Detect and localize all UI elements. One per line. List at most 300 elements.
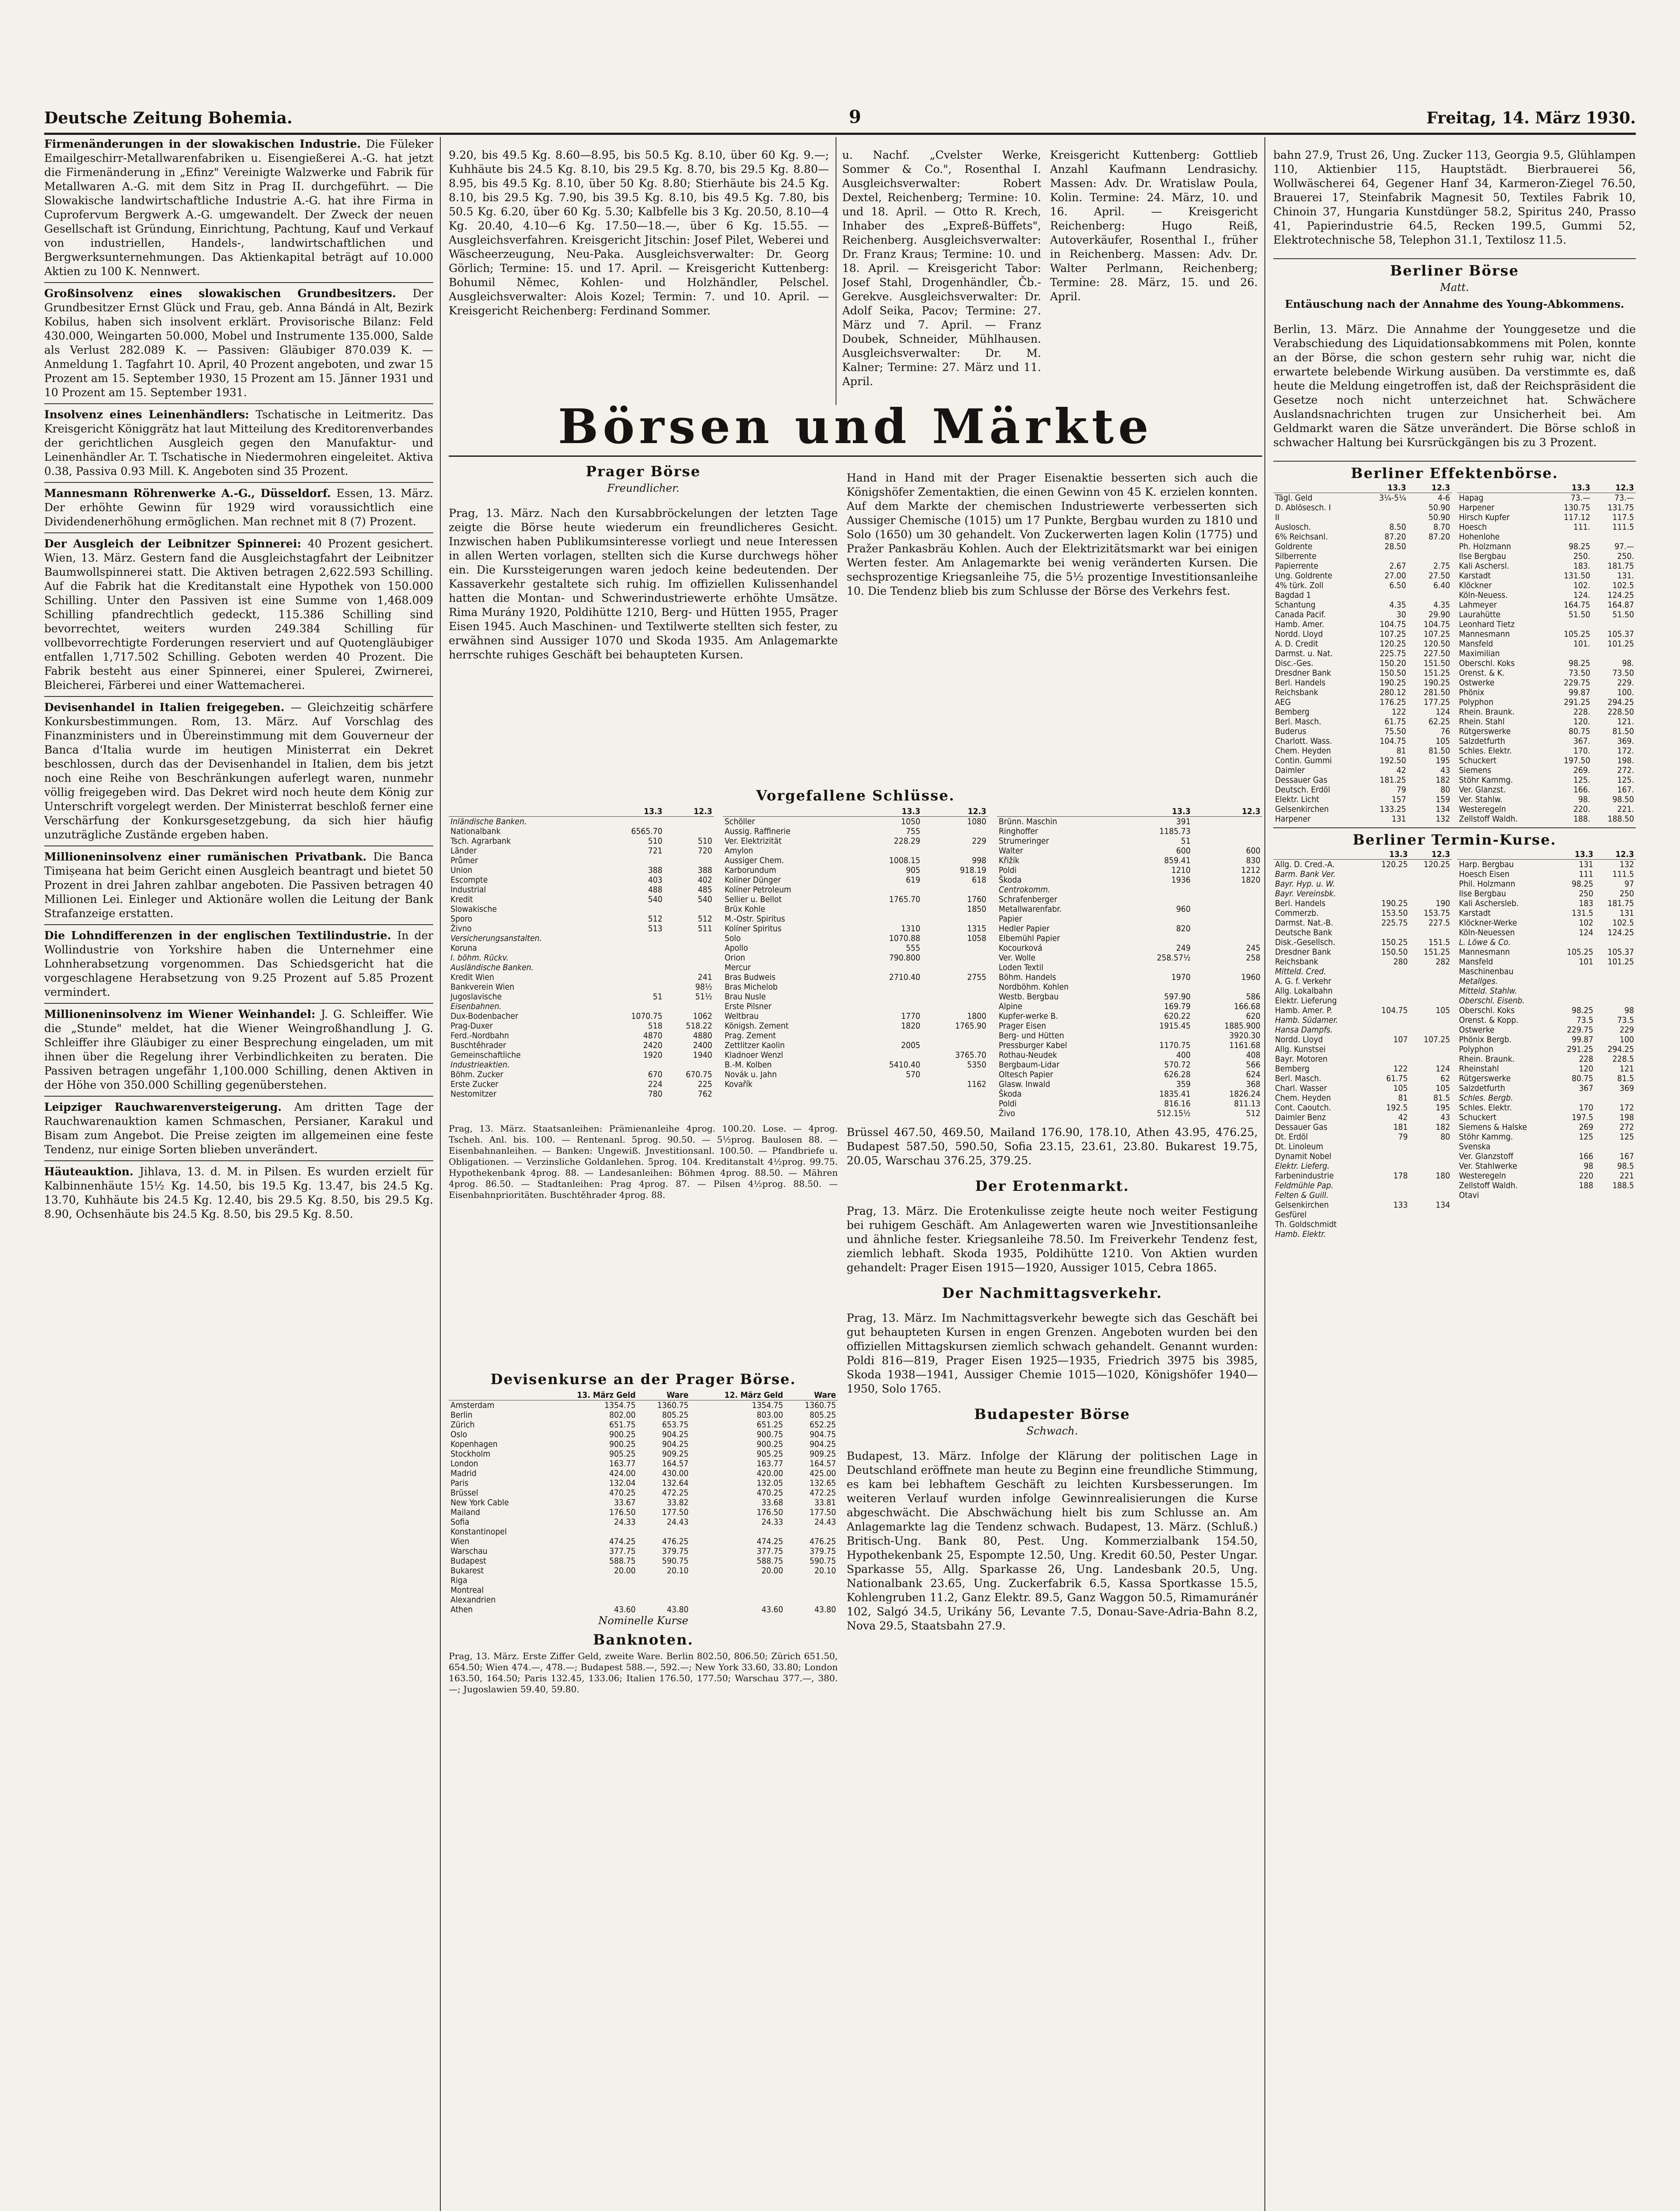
table-row (723, 856, 988, 865)
security-name: Alpine (999, 1002, 1023, 1011)
security-name: Auslosch. (1275, 522, 1311, 532)
quote-value: 107 (1393, 1035, 1408, 1044)
quote-value (856, 885, 922, 895)
table-row (449, 1410, 838, 1420)
security-name: Kolíner Dünger (725, 875, 781, 885)
table-row (1457, 668, 1636, 678)
table-row (1273, 629, 1452, 639)
quote-value (607, 1002, 664, 1011)
security-name: Salzdetfurth (1459, 736, 1505, 746)
quote-value: 294.25 (1607, 697, 1634, 707)
quote-value (664, 1060, 714, 1070)
quote-value: 117.12 (1564, 513, 1590, 522)
quote-value (922, 885, 988, 895)
quote-value: 228 (1579, 1054, 1593, 1064)
security-name: Ausländische Banken. (451, 963, 534, 972)
security-name: Berl. Handels (1275, 678, 1326, 688)
quote-value: 197.50 (1564, 756, 1590, 765)
quote-value: 721 (648, 846, 663, 856)
table-row (1457, 1171, 1636, 1181)
table-row (997, 992, 1262, 1002)
quote-value: 400 (1176, 1050, 1191, 1060)
quote-value: 81.5 (1433, 1093, 1450, 1103)
quote-value (1595, 986, 1636, 996)
quote-value: 176.50 (756, 1507, 783, 1517)
column-5-top-text: bahn 27.9, Trust 26, Ung. Zucker 113, Georgia 9.5, Glühlampen 110, Aktienbier 115, Hauptstädt. Bierbrauerei 56, Wollwäscherei 64, Gegener Hanf 34, Karmeron-Ziegel 76.50, Brauerei 17, Steinfabrik Magnesit 50, Textiles Fabrik 10, Chinoin 37, Hungaria Kunstdünger 58.2, Spiritus 240, Prasso 41, Papierindustrie 64.5, Recken 199.5, Gummi 52, Elektrotechnische 58, Telephon 31.1, Textilosz 11.5. (1273, 149, 1636, 246)
security-name: Berg- und Hütten (999, 1031, 1064, 1040)
quote-value: 172. (1617, 746, 1634, 756)
quote-value (664, 856, 714, 865)
table-row (449, 885, 714, 895)
quote-value: 111.5 (1612, 869, 1634, 879)
quote-value: 1315 (967, 924, 986, 933)
quote-value: 4.35 (1389, 600, 1406, 610)
quote-value (1367, 967, 1410, 976)
quote-value: 1058 (967, 933, 986, 943)
quote-value: 105 (1436, 736, 1450, 746)
quote-value: 1960 (1241, 972, 1260, 982)
table-row (997, 904, 1262, 914)
quote-value: 250 (1619, 889, 1634, 899)
quote-value: 570 (906, 1070, 920, 1079)
security-name: Živo (999, 1109, 1016, 1118)
security-name: Nationalbank (451, 826, 501, 836)
quote-value: 720 (698, 846, 712, 856)
security-name: Bayr. Vereinsbk. (1275, 889, 1336, 899)
table-row (1273, 1054, 1452, 1064)
quote-value: 104.75 (1424, 620, 1450, 629)
quote-value: 359 (1176, 1079, 1191, 1089)
table-row (1457, 967, 1636, 976)
table-row (723, 933, 988, 943)
quote-value (856, 963, 922, 972)
quote-value: 132.05 (756, 1478, 783, 1488)
table-row (723, 1060, 988, 1070)
table-row (1457, 707, 1636, 717)
quote-value: 166.68 (1234, 1002, 1260, 1011)
quote-value: 620 (1246, 1011, 1260, 1021)
table-row (1457, 736, 1636, 746)
quote-value: 42 (1398, 1113, 1408, 1122)
quote-value (785, 1595, 838, 1605)
quote-value: 904.25 (662, 1430, 689, 1439)
security-name: Schrafenberger (999, 895, 1058, 904)
security-name: AEG (1275, 697, 1291, 707)
table-row (1457, 1161, 1636, 1171)
table-row (997, 1089, 1262, 1099)
security-name: M.-Ostr. Spiritus (725, 914, 785, 924)
quote-value (638, 1527, 691, 1537)
quote-value (1592, 649, 1636, 658)
security-name: Chem. Heyden (1275, 1093, 1331, 1103)
quote-value: 590.75 (809, 1556, 836, 1566)
quote-value: 3¼-5¼ (1379, 493, 1406, 503)
quote-value (1367, 1142, 1410, 1151)
quote-value (1409, 879, 1452, 889)
quote-value (1192, 914, 1262, 924)
quote-value: 588.75 (756, 1556, 783, 1566)
table-row (723, 1021, 988, 1031)
quote-value: 820 (1176, 924, 1191, 933)
quote-value (1367, 1151, 1410, 1161)
security-name: Otavi (1459, 1190, 1479, 1200)
quote-value: 272 (1619, 1122, 1634, 1132)
quote-value: 107.25 (1379, 629, 1406, 639)
quote-value (1595, 996, 1636, 1006)
table-row (1457, 746, 1636, 756)
quote-value: 280.12 (1379, 688, 1406, 697)
table-row (1457, 814, 1636, 824)
security-name: New York Cable (451, 1498, 509, 1507)
article-separator (44, 924, 433, 925)
security-name: Karborundum (725, 865, 776, 875)
security-name: A. D. Credit (1275, 639, 1318, 649)
security-name: Hamb. Amer. (1275, 620, 1325, 629)
table-row (1457, 1190, 1636, 1200)
quote-value: 81.5 (1617, 1074, 1634, 1083)
quote-value: 150.50 (1381, 947, 1408, 957)
quote-value: 75.50 (1384, 727, 1406, 736)
security-name: Sporo (451, 914, 473, 924)
table-row (1457, 629, 1636, 639)
quote-value: 229.75 (1567, 1025, 1593, 1035)
quote-value (856, 1002, 922, 1011)
budapest-title: Budapester Börse (974, 1406, 1130, 1423)
table-row (449, 826, 714, 836)
quote-value (1126, 895, 1192, 904)
quote-value: 803.00 (756, 1410, 783, 1420)
quote-value: 131.75 (1607, 503, 1634, 513)
security-name: Leonhard Tietz (1459, 620, 1515, 629)
quote-value: 1354.75 (604, 1400, 636, 1410)
quote-value (922, 1031, 988, 1040)
table-row (1273, 879, 1452, 889)
quote-value: 570.72 (1164, 1060, 1191, 1070)
security-name: Darmst. Nat.-B. (1275, 918, 1333, 928)
quote-value: 805.25 (662, 1410, 689, 1420)
quote-value: 177.50 (662, 1507, 689, 1517)
ertrag-text: Prag, 13. März. Die Erotenkulisse zeigte heute noch weiter Festigung bei ruhigem Geschäft. Am Anlagewerten waren wie Jnvestitionsanleihe und ähnliche fester. Kriegsanleihe 78.50. Im Freiverkehr Tendenz fest, ziemlich lebhaft. Skoda 1935, Poldihütte 1210. Von Aktien wurden gehandelt: Prager Eisen 1915—1920, Aussiger 1015, Cebra 1865. (847, 1205, 1258, 1274)
article-body: Tschatische in Leitmeritz. Das Kreisgericht Königgrätz hat laut Mitteilung des Kreditorenverbandes der gerichtlichen Ausgleich gegen den Manufaktur- und Leinenhändler Ar. T. Tschatische in Niedermohren eingeleitet. Aktiva 0.38, Passiva 0.93 Mill. K. Angeboten sind 35 Prozent. (44, 408, 433, 478)
article-body: In der Wollindustrie von Yorkshire haben die Unternehmer eine Lohnherabsetzung vorgenommen. Das Schiedsgericht hat die vorgeschlagene Herabsetzung von 9.25 Prozent auf 5.85 Prozent vermindert. (44, 929, 433, 998)
table-row (1273, 649, 1452, 658)
table-row (1457, 649, 1636, 658)
table-row (1273, 918, 1452, 928)
security-name: L. Löwe & Co. (1459, 937, 1511, 947)
quote-value: 229. (1617, 678, 1634, 688)
security-name: Ver. Glanzstoff (1459, 1151, 1513, 1161)
quote-value: 1770 (901, 1011, 920, 1021)
quote-value: 167. (1617, 785, 1634, 795)
quote-value (607, 933, 664, 943)
quote-value (1192, 924, 1262, 933)
article-headline: Der Ausgleich der Leibnitzer Spinnerei: (44, 537, 308, 550)
security-name: Kupfer-werke B. (999, 1011, 1058, 1021)
table-row (1273, 899, 1452, 908)
table-row (449, 836, 714, 846)
security-name: Stockholm (451, 1449, 490, 1459)
quote-value (922, 914, 988, 924)
table-row (997, 1031, 1262, 1040)
quote-value: 403 (648, 875, 663, 885)
quote-value: 1080 (967, 817, 986, 826)
article-separator (44, 282, 433, 283)
security-name: Kali Aschersl. (1459, 561, 1509, 571)
table-row (1457, 1064, 1636, 1074)
quote-value: 43.80 (667, 1605, 689, 1614)
security-name: Ung. Goldrente (1275, 571, 1333, 581)
quote-value: 540 (648, 895, 663, 904)
quote-value (1367, 1044, 1410, 1054)
security-name: Inländische Banken. (451, 817, 527, 826)
quote-value (1409, 1151, 1452, 1161)
table-row (1273, 814, 1452, 824)
quote-value: 670 (648, 1070, 663, 1079)
quote-value: 272. (1617, 765, 1634, 775)
quote-value: 164.57 (662, 1459, 689, 1469)
column-2-top (449, 137, 829, 396)
quote-value: 900.25 (609, 1430, 636, 1439)
security-name: Riga (451, 1576, 467, 1585)
table-header (1457, 483, 1548, 493)
quote-value: 241 (698, 972, 712, 982)
quote-value: 626.28 (1164, 1070, 1191, 1079)
security-name: Köln-Neuess. (1459, 590, 1508, 600)
table-row (997, 836, 1262, 846)
quote-value: 20.10 (667, 1566, 689, 1576)
quote-value: 81.50 (1428, 746, 1450, 756)
quote-value: 488 (648, 885, 663, 895)
table-header: 12.3 (1192, 807, 1262, 817)
security-name: Berl. Masch. (1275, 1074, 1321, 1083)
column-2-text: 9.20, bis 49.5 Kg. 8.60—8.95, bis 50.5 Kg. 8.10, über 60 Kg. 9.—; Kuhhäute bis 24.5 Kg. 8.10, bis 29.5 Kg. 8.70, bis 29.5 Kg. 8.80—8.95, bis 49.5 Kg. 8.10, über 50 Kg. 8.80; Stierhäute bis 24.5 Kg. 8.10, bis 29.5 Kg. 7.90, bis 39.5 Kg. 8.10, bis 49.5 Kg. 7.80, bis 50.5 Kg. 6.20, über 60 Kg. 5.30; Kalbfelle bis 3 Kg. 20.50, 8.10—4 Kg. 20.40, 4.10—6 Kg. 17.50—18.—, über 6 Kg. 15.55. — Ausgleichsverfahren. Kreisgericht Jitschin: Josef Pilet, Weberei und Wäscheerzeugung, Neu-Paka. Ausgleichsverwalter: Dr. Georg Görlich; Termine: 15. und 17. April. — Kreisgericht Kuttenberg: Bohumil Němec, Kohlen- und Holzhändler, Pelschel. Ausgleichsverwalter: Alois Kozel; Termin: 7. und 10. April. — Kreisgericht Reichenberg: Ferdinand Sommer. (449, 149, 829, 317)
table-row (1273, 707, 1452, 717)
table-row (449, 1576, 838, 1585)
quote-value: 183 (1579, 899, 1593, 908)
quote-value: 474.25 (609, 1537, 636, 1546)
table-row (1273, 908, 1452, 918)
quote-value: 291.25 (1564, 697, 1590, 707)
quote-value (1367, 1161, 1410, 1171)
quote-value (1367, 976, 1410, 986)
column-rule (440, 137, 441, 2211)
quote-value: 518.22 (686, 1021, 712, 1031)
quote-value: 51½ (695, 992, 712, 1002)
security-name: Hirsch Kupfer (1459, 513, 1510, 522)
quote-value: 472.25 (809, 1488, 836, 1498)
quote-value: 178 (1393, 1171, 1408, 1181)
quote-value: 281.50 (1424, 688, 1450, 697)
security-name: Budapest (451, 1556, 486, 1566)
quote-value: 122 (1391, 707, 1406, 717)
quote-value: 2400 (693, 1040, 712, 1050)
security-name: Gelsenkirchen (1275, 804, 1329, 814)
security-name: Metallges. (1459, 976, 1498, 986)
table-row (1273, 532, 1452, 542)
table-row (723, 963, 988, 972)
security-name: Amsterdam (451, 1400, 495, 1410)
quote-value: 131. (1617, 571, 1634, 581)
table-row (723, 1070, 988, 1079)
quote-value: 131.5 (1572, 908, 1593, 918)
quote-value: 130.75 (1564, 503, 1590, 513)
quote-value (856, 992, 922, 1002)
quote-value: 909.25 (809, 1449, 836, 1459)
quote-value (785, 1527, 838, 1537)
security-name: Mitteld. Stahlw. (1459, 986, 1517, 996)
quote-value (1595, 976, 1636, 986)
security-name: Klöckner (1459, 581, 1492, 590)
table-row (723, 972, 988, 982)
quote-value: 2755 (967, 972, 986, 982)
article (44, 1007, 433, 1092)
security-name: Solo (725, 933, 741, 943)
quote-value: 43.60 (761, 1605, 783, 1614)
table-row (723, 943, 988, 953)
quote-value: 1050 (901, 817, 920, 826)
quote-value (607, 904, 664, 914)
article (44, 137, 433, 279)
quote-value: 181.75 (1607, 561, 1634, 571)
quote-value: 105.25 (1567, 947, 1593, 957)
table-row (449, 1478, 838, 1488)
security-name: Aussig. Raffinerie (725, 826, 790, 836)
table-row (1273, 1142, 1452, 1151)
table-row (1457, 1181, 1636, 1190)
quote-value: 624 (1246, 1070, 1260, 1079)
security-name: Erste Zucker (451, 1079, 499, 1089)
quote-value (690, 1585, 785, 1595)
quote-value: 258 (1246, 953, 1260, 963)
article (44, 850, 433, 921)
quote-value: 6565.70 (631, 826, 663, 836)
quote-value: 619 (906, 875, 920, 885)
quote-value (1363, 551, 1408, 561)
table-row (1273, 1122, 1452, 1132)
quote-value (607, 963, 664, 972)
table-row (449, 1050, 714, 1060)
quote-value (856, 1050, 922, 1060)
table-row (1457, 957, 1636, 967)
security-name: Bemberg (1275, 707, 1310, 717)
quote-value (1554, 937, 1595, 947)
security-name: Reichsbank (1275, 957, 1318, 967)
security-name: Brüssel (451, 1488, 478, 1498)
quote-value: 229 (972, 836, 986, 846)
table-row (723, 875, 988, 885)
quote-value: 388 (698, 865, 712, 875)
quote-value: 79 (1398, 1132, 1408, 1142)
security-name: Schles. Elektr. (1459, 746, 1512, 756)
quote-value: 513 (648, 924, 663, 933)
quote-value (1409, 1054, 1452, 1064)
table-row (1273, 1200, 1452, 1210)
quote-value: 98.25 (1569, 658, 1590, 668)
table-row (1273, 869, 1452, 879)
budapest-text: Budapest, 13. März. Infolge der Klärung der politischen Lage in Deutschland eröffnete man heute zu Beginn eine freundliche Stimmung, es kam bei lebhaftem Geschäft zu leichten Kursbesserungen. Im weiteren Verlauf wurden infolge Gewinnrealisierungen die Kurse abgeschwächt. Die Abschwächung hielt bis zum Schlusse an. Am Anlagemarkte lag die Tendenz schwach. Budapest, 13. März. (Schluß.) Britisch-Ung. Bank 80, Pest. Ung. Kommerzialbank 154.50, Hypothekenbank 25, Espompte 12.50, Ung. Kredit 60.50, Pester Ungar. Sparkasse 55, Allg. Sparkasse 26, Ung. Landesbank 20.5, Ung. Nationalbank 23.65, Ung. Zuckerfabrik 6.5, Kassa Sportkasse 15.5, Kohlengruben 11.2, Ganz Elektr. 89.5, Ganz Waggon 50.5, Rimamuránér 102, Salgó 34.5, Urikány 56, Levante 7.5, Donau-Save-Adria-Bahn 8.2, Nova 29.5, Staatsbahn 27.9. (847, 1450, 1258, 1632)
table-row (1273, 522, 1452, 532)
table-row (1457, 947, 1636, 957)
table-row (1273, 986, 1452, 996)
security-name: Mailand (451, 1507, 480, 1517)
quote-value (856, 846, 922, 856)
effekten-table-a (1273, 483, 1452, 824)
security-name: Maschinenbau (1459, 967, 1514, 976)
quote-value: 107.25 (1424, 629, 1450, 639)
quote-value: 97 (1624, 879, 1634, 889)
quote-value (1409, 869, 1452, 879)
quote-value: 80.75 (1572, 1074, 1593, 1083)
security-name: Mitteld. Cred. (1275, 967, 1326, 976)
security-name: Stöhr Kammg. (1459, 1132, 1513, 1142)
quote-value: 5410.40 (889, 1060, 920, 1070)
security-name: Silberrente (1275, 551, 1317, 561)
table-row (1273, 804, 1452, 814)
quote-value (922, 1040, 988, 1050)
section-banner: Börsen und Märkte (558, 399, 1153, 455)
article-body: Die Banca Timișeana hat beim Gericht einen Ausgleich beantragt und bietet 50 Prozent in drei Jahren zahlbar angeboten. Die Passiven betragen 40 Millionen Lei. Einleger und Aktionäre wollen die Leitung der Bank Strafanzeige erstatten. (44, 850, 433, 920)
quote-value: 24.33 (761, 1517, 783, 1527)
quote-value (1367, 1190, 1410, 1200)
table-header (1273, 849, 1367, 860)
quote-value: 1008.15 (889, 856, 920, 865)
quote-value (1409, 1181, 1452, 1190)
quote-value: 98½ (695, 982, 712, 992)
table-row (1457, 908, 1636, 918)
quote-value: 98. (1578, 795, 1590, 804)
quote-value (856, 1079, 922, 1089)
table-row (723, 1002, 988, 1011)
security-name: Ver. Elektrizität (725, 836, 782, 846)
quote-value: 105.25 (1564, 629, 1590, 639)
quote-value: 802.00 (609, 1410, 636, 1420)
quote-value: 169.79 (1164, 1002, 1191, 1011)
security-name: Bras Budweis (725, 972, 776, 982)
quote-value: 291.25 (1567, 1044, 1593, 1054)
quote-value: 3920.30 (1229, 1031, 1260, 1040)
quote-value (1126, 914, 1192, 924)
table-row (997, 933, 1262, 943)
quote-value: 27.00 (1384, 571, 1406, 581)
table-header: 13. März Geld (543, 1390, 638, 1400)
quote-value: 229.75 (1564, 678, 1590, 688)
security-name: Klöckner-Werke (1459, 918, 1517, 928)
security-name: Kopenhagen (451, 1439, 498, 1449)
security-name: Athen (451, 1605, 473, 1614)
quote-value: 1354.75 (752, 1400, 783, 1410)
security-name: Commerzb. (1275, 908, 1319, 918)
effekten-title: Berliner Effektenbörse. (1351, 465, 1558, 482)
table-row (449, 972, 714, 982)
table-row (449, 856, 714, 865)
security-name: Phönix Bergb. (1459, 1035, 1512, 1044)
table-row (1273, 551, 1452, 561)
quote-value: 43 (1440, 765, 1450, 775)
quote-value: 166 (1579, 1151, 1593, 1161)
quote-value (922, 963, 988, 972)
quote-value (543, 1527, 638, 1537)
table-row (1457, 620, 1636, 629)
article-headline: Devisenhandel in Italien freigegeben. (44, 701, 291, 714)
quote-value (690, 1595, 785, 1605)
schluss-table-a (449, 807, 714, 1099)
quote-value (664, 904, 714, 914)
security-name: Dresdner Bank (1275, 947, 1331, 957)
column-4-top (1050, 137, 1258, 396)
security-name: Hamb. Amer. P. (1275, 1006, 1333, 1015)
table-header: 13.3 (1363, 483, 1408, 493)
quote-value (1409, 928, 1452, 937)
